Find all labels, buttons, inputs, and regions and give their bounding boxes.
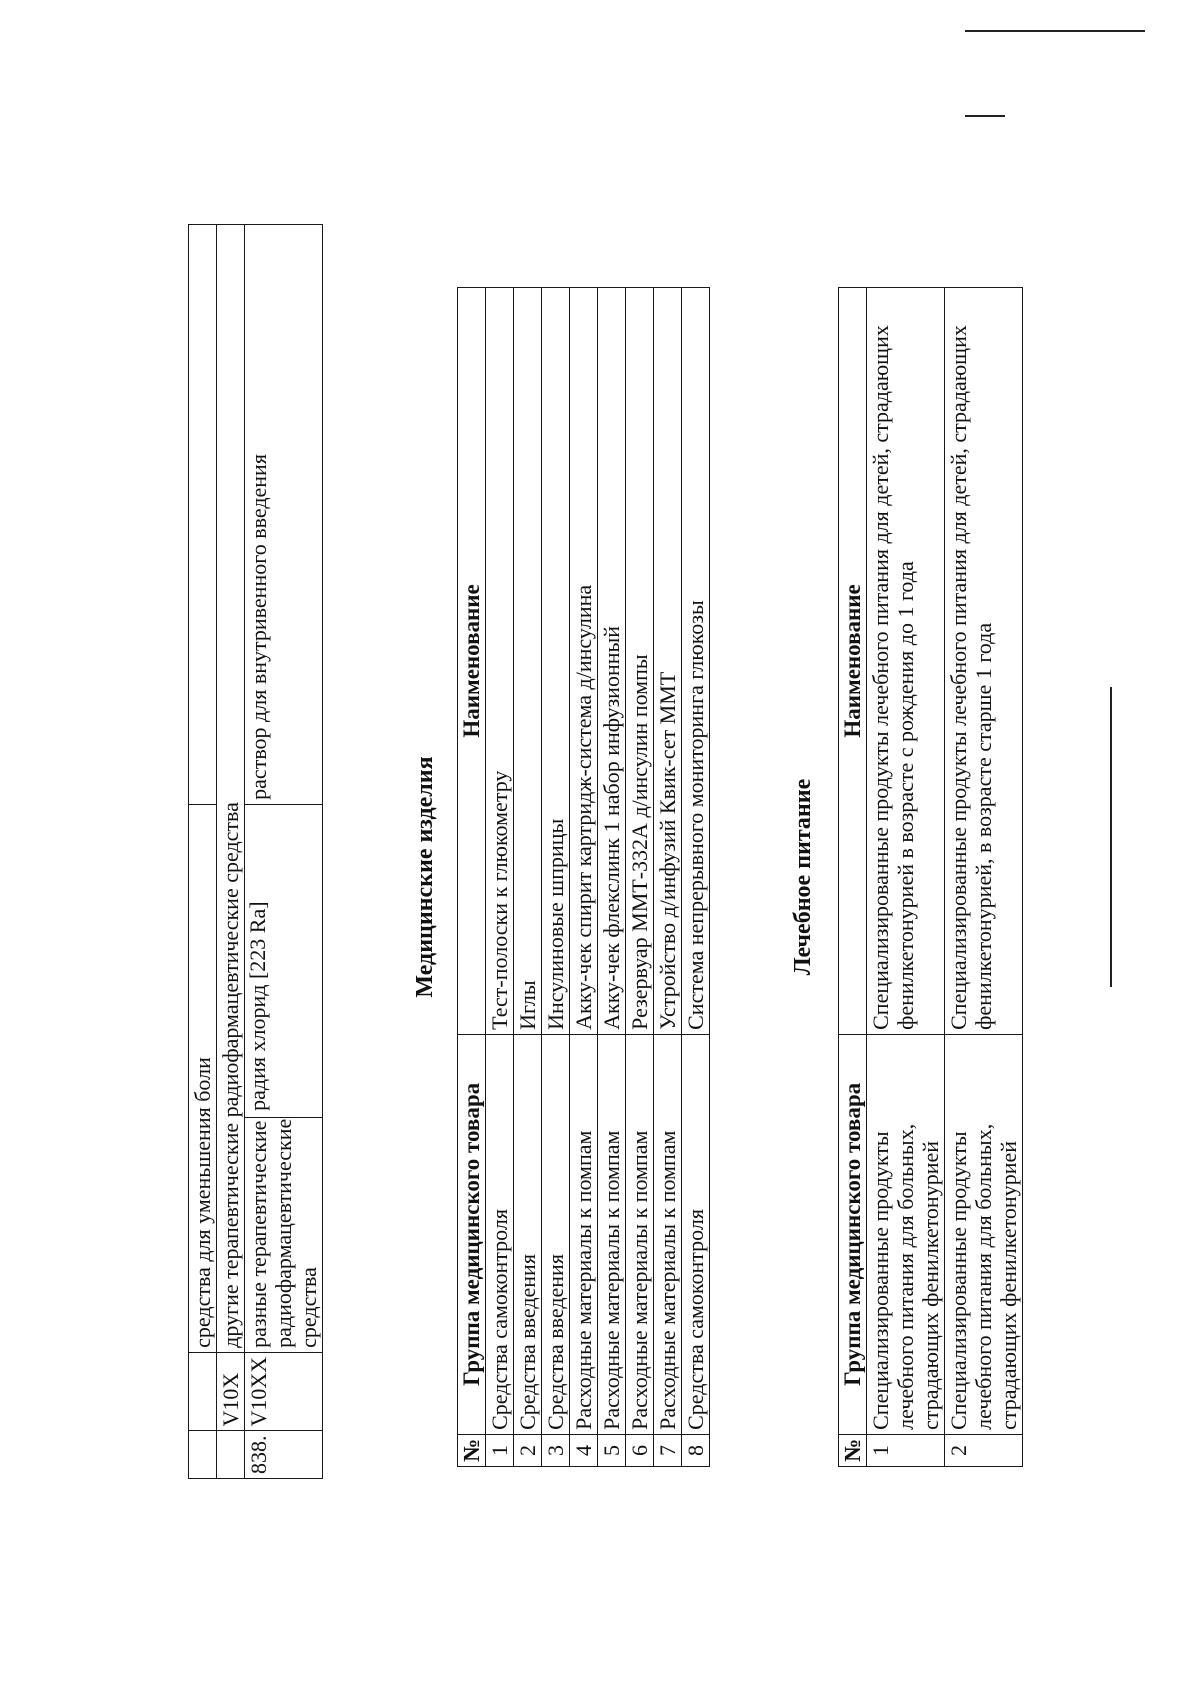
row-num: 6	[626, 1434, 654, 1466]
atc-code	[189, 1352, 217, 1431]
group-cell: Средства введения	[542, 1034, 570, 1434]
group-cell: Специализированные продукты лечебного питания для больных, страдающих фенилкетонурией	[867, 1034, 945, 1434]
table-row	[654, 288, 682, 1467]
row-num: 3	[542, 1434, 570, 1466]
group-cell	[245, 804, 323, 1352]
name-cell: раствор для внутривенного введения	[245, 225, 323, 805]
col-header-num: №	[839, 1434, 867, 1466]
name-cell: Иглы	[514, 288, 542, 1035]
row-num: 2	[945, 1434, 1023, 1466]
name-cell: Система непрерывного мониторинга глюкозы	[682, 288, 710, 1035]
table-row	[570, 288, 598, 1467]
col-header-group: Группа медицинского товара	[839, 1034, 867, 1434]
group-cell: Расходные материалы к помпам	[626, 1034, 654, 1434]
group-cell: Средства самоконтроля	[486, 1034, 514, 1434]
clinical-nutrition-table	[838, 287, 1023, 1467]
table-header-row	[458, 288, 486, 1467]
col-header-num: №	[458, 1434, 486, 1466]
table-row	[514, 288, 542, 1467]
table-row	[245, 225, 323, 1479]
group-text: разные терапевтические радиофармацевтические средства	[246, 1118, 321, 1348]
table-row	[189, 225, 217, 1479]
group-cell: Расходные материалы к помпам	[598, 1034, 626, 1434]
name-cell: Инсулиновые шприцы	[542, 288, 570, 1035]
group-cell: Средства самоконтроля	[682, 1034, 710, 1434]
name-cell: Акку-чек флекслинк 1 набор инфузионный	[598, 288, 626, 1035]
col-header-group: Группа медицинского товара	[458, 1034, 486, 1434]
group-cell: Расходные материалы к помпам	[654, 1034, 682, 1434]
col-header-name: Наименование	[839, 288, 867, 1035]
atc-table	[188, 224, 323, 1479]
group-cell: средства для уменьшения боли	[189, 804, 217, 1352]
name-cell	[189, 225, 217, 805]
row-num: 4	[570, 1434, 598, 1466]
table-row	[217, 225, 245, 1479]
name-cell: Акку-чек спирит картридж-система д/инсулина	[570, 288, 598, 1035]
group-cell: Расходные материалы к помпам	[570, 1034, 598, 1434]
table-row	[542, 288, 570, 1467]
section-title-med-devices: Медицинские изделия	[412, 756, 438, 998]
row-num	[189, 1431, 217, 1479]
atc-code: V10XX	[245, 1352, 323, 1431]
name-cell: Устройство д/инфузий Квик-сет ММТ	[654, 288, 682, 1035]
col-header-name: Наименование	[458, 288, 486, 1035]
table-row	[598, 288, 626, 1467]
med-devices-table	[457, 287, 710, 1467]
name-cell: Специализированные продукты лечебного питания для детей, страдающих фенилкетонурией в возрасте с рождения до 1 года	[867, 288, 945, 1035]
row-num: 7	[654, 1434, 682, 1466]
table-row	[682, 288, 710, 1467]
scan-edge-line	[965, 31, 1145, 33]
name-cell: Тест-полоски к глюкометру	[486, 288, 514, 1035]
group-cell: другие терапевтические радиофармацевтические средства	[217, 225, 245, 1353]
name-cell: Резервуар ММТ-332А д/инсулин помпы	[626, 288, 654, 1035]
section-title-clinical-nutrition: Лечебное питание	[790, 778, 816, 976]
row-num: 2	[514, 1434, 542, 1466]
name-cell: Специализированные продукты лечебного питания для детей, страдающих фенилкетонурией, в возрасте старше 1 года	[945, 288, 1023, 1035]
row-num	[217, 1431, 245, 1479]
closing-underline	[1110, 687, 1112, 987]
table-row	[486, 288, 514, 1467]
table-row	[867, 288, 945, 1467]
table-row	[626, 288, 654, 1467]
inn-text: радия хлорид [223 Ra]	[245, 809, 322, 1118]
row-num: 8	[682, 1434, 710, 1466]
scan-edge-line	[965, 116, 1005, 118]
table-header-row	[839, 288, 867, 1467]
group-cell: Специализированные продукты лечебного питания для больных, страдающих фенилкетонурией	[945, 1034, 1023, 1434]
row-num: 838.	[245, 1431, 323, 1479]
row-num: 1	[486, 1434, 514, 1466]
row-num: 5	[598, 1434, 626, 1466]
table-row	[945, 288, 1023, 1467]
group-cell: Средства введения	[514, 1034, 542, 1434]
row-num: 1	[867, 1434, 945, 1466]
atc-code: V10X	[217, 1352, 245, 1431]
